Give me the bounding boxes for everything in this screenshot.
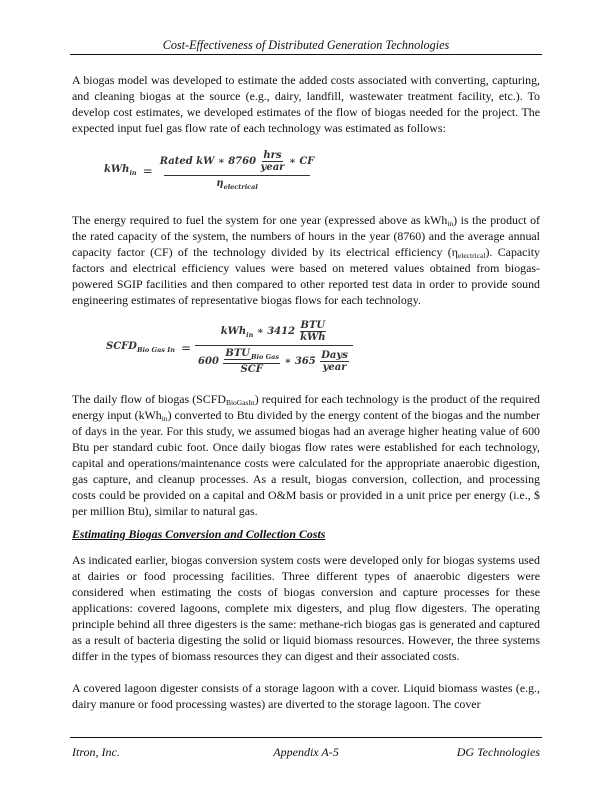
equation-numerator: kWh$_{in}$ ∗ 3412 BTU kWh <box>220 320 326 343</box>
running-header: Cost-Effectiveness of Distributed Generation Technologies <box>162 38 450 52</box>
equation-kwh-in <box>104 150 317 191</box>
equation-denominator: 600 $BTU_{Bio Gas}$ SCF ∗ 365 Days year <box>195 345 353 375</box>
footer-rule <box>70 737 542 738</box>
equation-fraction <box>157 150 318 191</box>
equation-numerator: Rated kW ∗ 8760 hrs year ∗ CF <box>159 150 315 173</box>
lagoon-paragraph: A covered lagoon digester consists of a storage lagoon with a cover. Liquid biomass wastes (e.g., dairy manure or food processing wastes) are diverted to the storage lagoon. The cover <box>72 681 540 711</box>
equation-lhs: kWh$_{in}$ <box>104 164 137 177</box>
daily-flow-paragraph: The daily flow of biogas $(SCFD_{BioGasIn})$ required for each technology is the product of the required energy input (kWh$_{in}$) converted to Btu divided by the energy content of the biogas and the number of days in the year. For this study, we assumed biogas had an average higher heating value of 600 Btu per standard cubic foot. Once daily biogas flow rates were established for each technology, capital and operations/maintenance costs were calculated for the appropriate anaerobic digestion, gas capture, and cleanup processes. As a result, biogas conversion, collection, and processing costs could be provided on a capital and O&M basis or provided in a unit price per energy (i.e., $ per million Btu), similar to natural gas. <box>72 392 540 518</box>
equation-lhs: $SCFD_{Bio Gas In}$ <box>106 341 175 354</box>
equation-denominator: $\eta_{electrical}$ <box>164 175 310 191</box>
section-heading: Estimating Biogas Conversion and Collection Costs <box>72 527 326 541</box>
equation-scfd <box>106 320 353 375</box>
energy-paragraph: The energy required to fuel the system for one year (expressed above as kWh$_{in}$) is the product of the rated capacity of the system, the numbers of hours in the year (8760) and the average annual capacity factor (CF) of the technology divided by its electrical efficiency $(\eta_{electrical})$. Capacity factors and electrical efficiency values were based on metered values obtained from biogas-powered SGIP facilities and then compared to other reported test data in order to provide sound engineering estimates of representative biogas flows for each technology. <box>72 213 540 307</box>
equals-sign: = <box>180 340 192 355</box>
footer-right: DG Technologies <box>456 745 540 759</box>
intro-paragraph: A biogas model was developed to estimate the added costs associated with converting, capturing, and cleaning biogas at the source (e.g., dairy, landfill, wastewater treatment facility, etc.). To develop cost estimates, we developed estimates of the flow of biogas needed for the project. The expected input fuel gas flow rate of each technology was estimated as follows: <box>72 73 540 135</box>
footer-left: Itron, Inc. <box>72 745 120 759</box>
equals-sign: = <box>142 163 153 178</box>
footer-center: Appendix A-5 <box>273 745 339 759</box>
digesters-paragraph: As indicated earlier, biogas conversion system costs were developed only for biogas systems used at dairies or food processing facilities. Three different types of anaerobic digesters were considered when estimating the costs of biogas conversion and capture processes for these applications: covered lagoons, complete mix digesters, and plug flow digesters. The operating principle behind all three digesters is the same: methane-rich biogas gas is generated and captured as a result of bacteria digesting the solid or liquid biomass resources. However, the three systems differ in the types of biomass resources they can digest and their associated costs. <box>72 553 540 663</box>
header-rule <box>70 54 542 55</box>
equation-fraction <box>195 320 353 375</box>
